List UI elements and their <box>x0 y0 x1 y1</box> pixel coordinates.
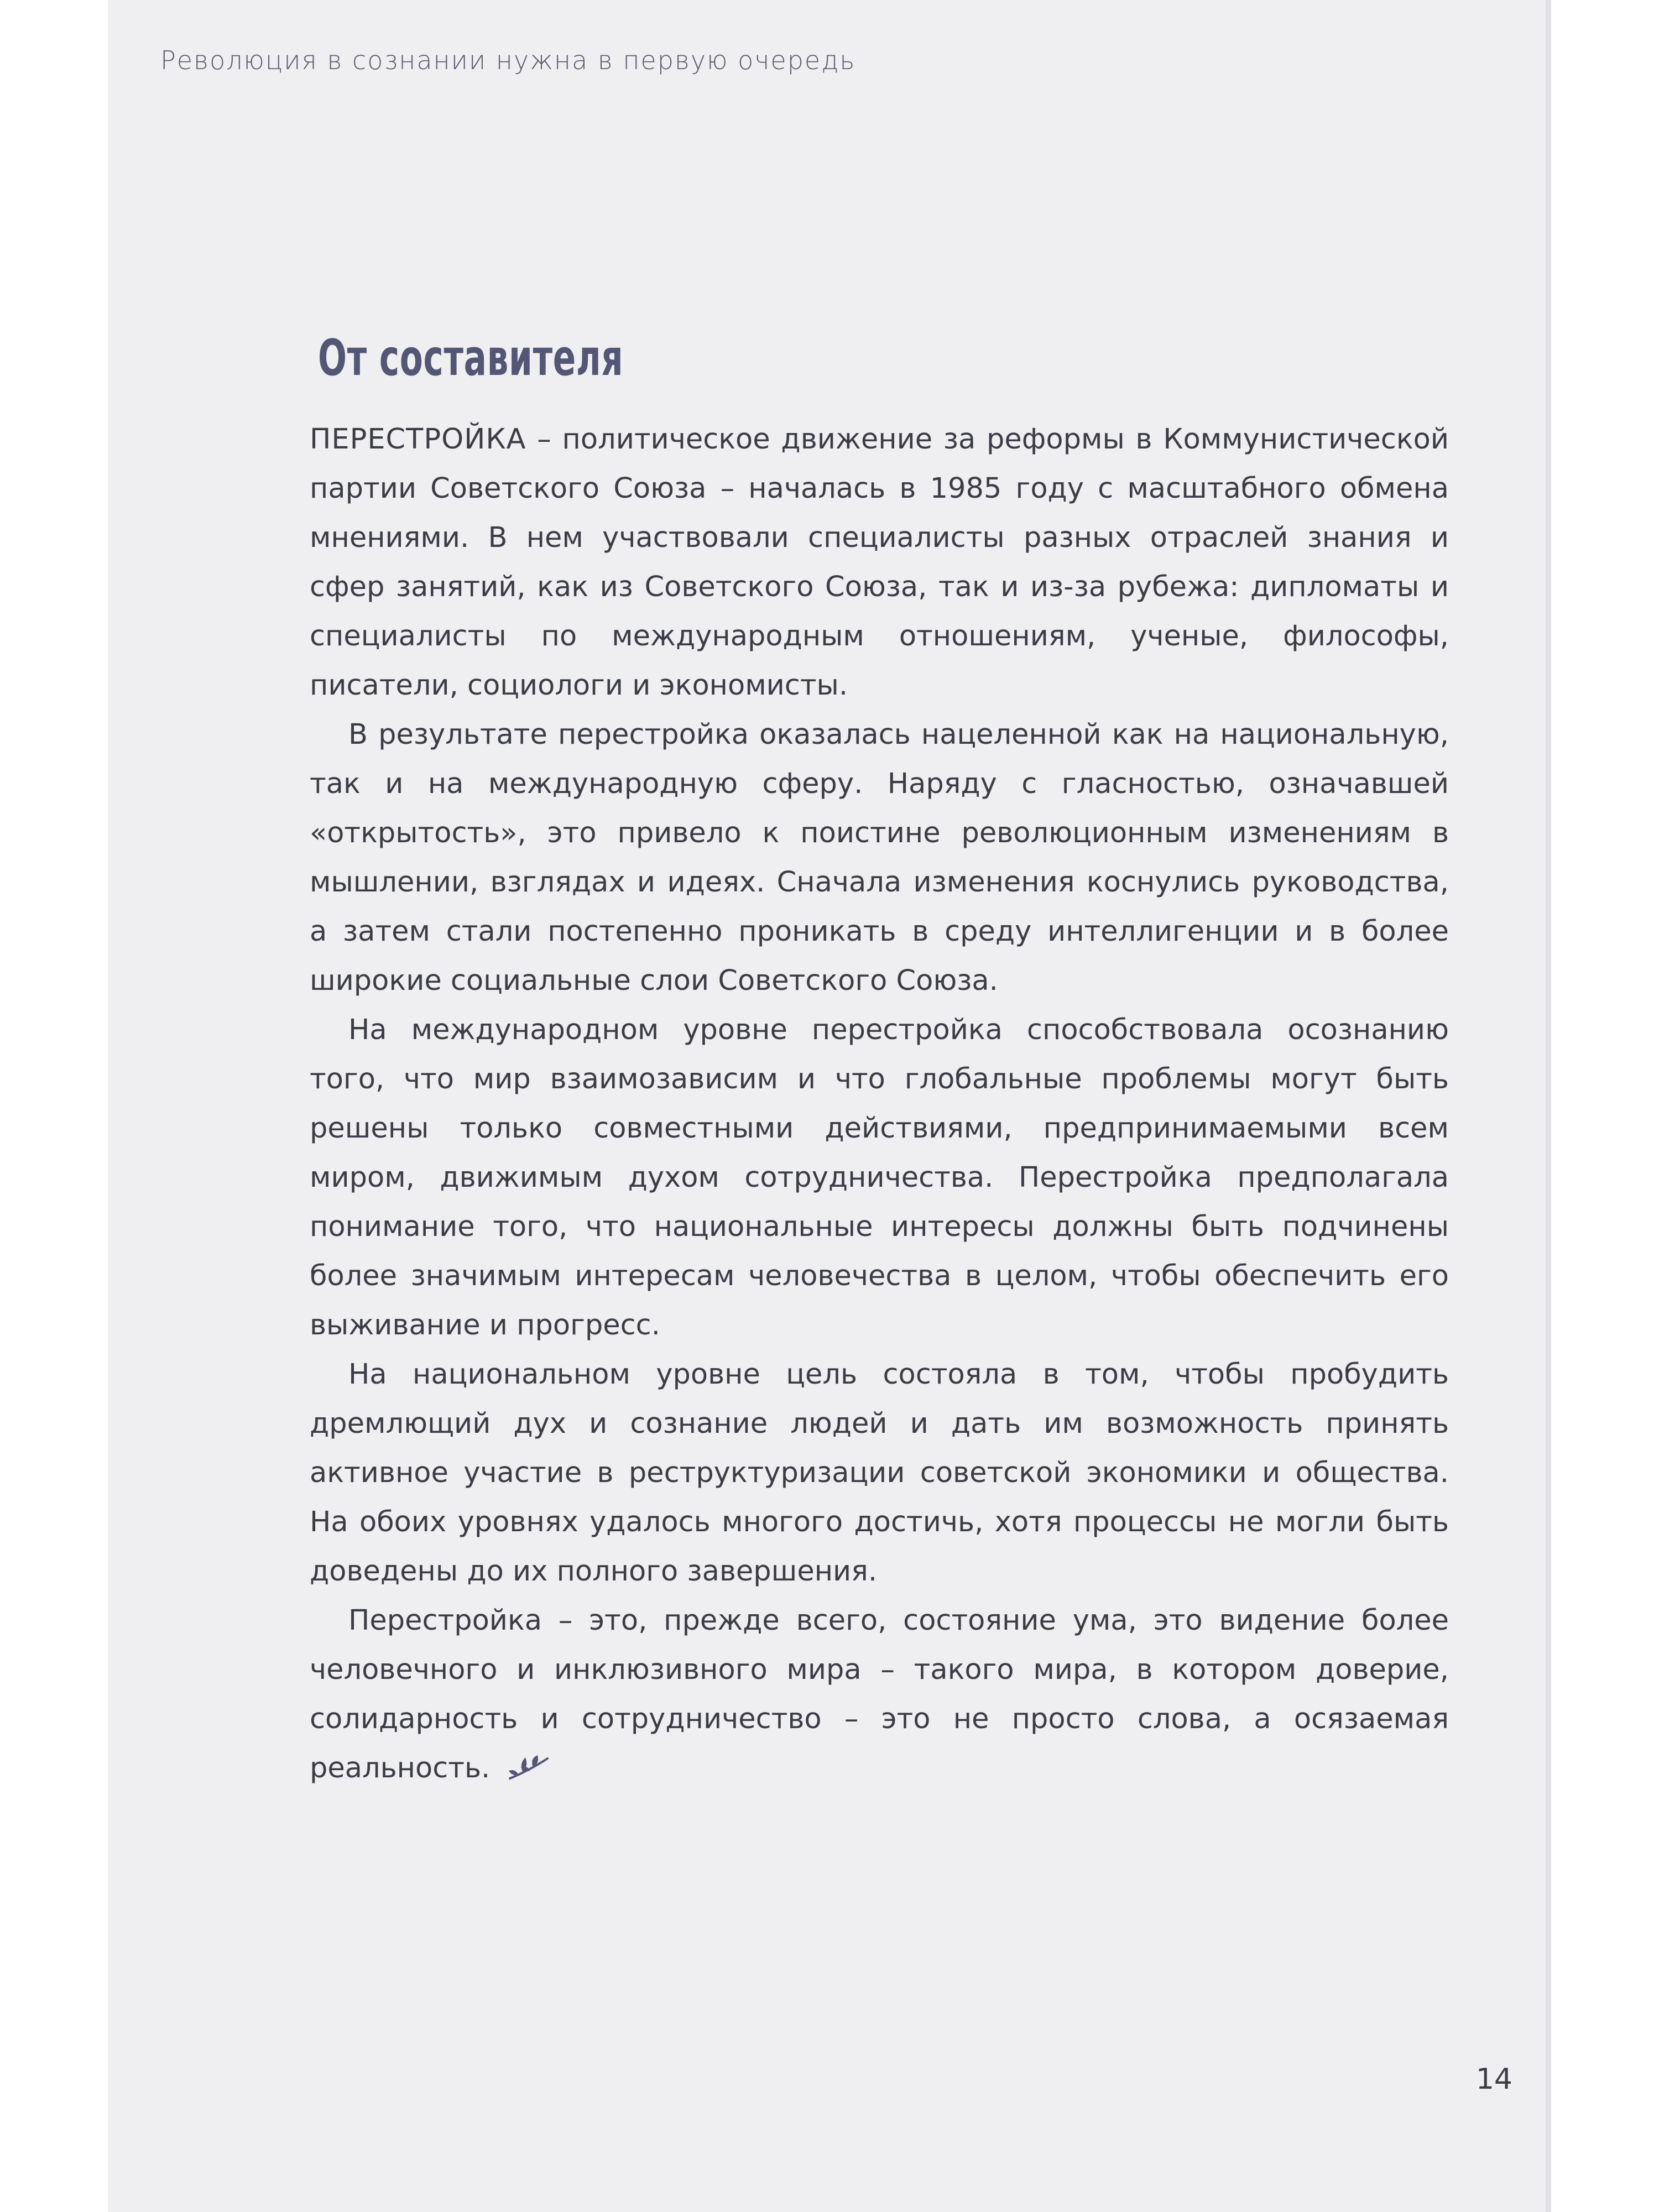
leaf-sprig-icon <box>507 1754 551 1782</box>
page-number: 14 <box>1475 2063 1512 2096</box>
paragraph-5 <box>310 1596 1449 1793</box>
paragraph-3: На международном уровне перестройка способствовала осознанию того, что мир взаимозависим и что глобальные проблемы могут быть решены только совместными действиями, предпринимаемыми всем миром, движимым духом сотрудничества. Перестройка предполагала понимание того, что национальные интересы должны быть подчинены более значимым интересам человечества в целом, чтобы обеспечить его выживание и прогресс. <box>310 1014 1449 1342</box>
chapter-title: От составителя <box>318 329 624 387</box>
paragraph-1-text: – политическое движение за реформы в Коммунистической партии Советского Союза – началась в 1985 году с масштабного обмена мнениями. В нем участвовали специалисты разных отраслей знания и сфер занятий, как из Советского Союза, так и из-за рубежа: дипломаты и специалисты по международным отношениям, ученые, философы, писатели, социологи и экономисты. <box>310 423 1449 702</box>
page-edge-shadow <box>1546 0 1551 2212</box>
lead-word: ПЕРЕСТРОЙКА <box>310 423 526 456</box>
scan-margin-right <box>1551 0 1659 2212</box>
paragraph-2: В результате перестройка оказалась нацеленной как на национальную, так и на международную сферу. Наряду с гласностью, означавшей «открытость», это привело к поистине революционным изменениям в мышлении, взглядах и идеях. Сначала изменения коснулись руководства, а затем стали постепенно проникать в среду интеллигенции и в более широкие социальные слои Советского Союза. <box>310 718 1449 997</box>
running-header: Революция в сознании нужна в первую очередь <box>160 45 856 75</box>
paragraph-4: На национальном уровне цель состояла в том, чтобы пробудить дремлющий дух и сознание людей и дать им возможность принять активное участие в реструктуризации советской экономики и общества. На обоих уровнях удалось многого достичь, хотя процессы не могли быть доведены до их полного завершения. <box>310 1358 1449 1588</box>
paragraph-1 <box>310 415 1449 710</box>
paragraph-5-text: Перестройка – это, прежде всего, состояние ума, это видение более человечного и инклюзивного мира – такого мира, в котором доверие, солидарность и сотрудничество – это не просто слова, а осязаемая реальность. <box>310 1604 1449 1785</box>
scan-margin-left <box>0 0 108 2212</box>
body-text <box>310 415 1449 1793</box>
